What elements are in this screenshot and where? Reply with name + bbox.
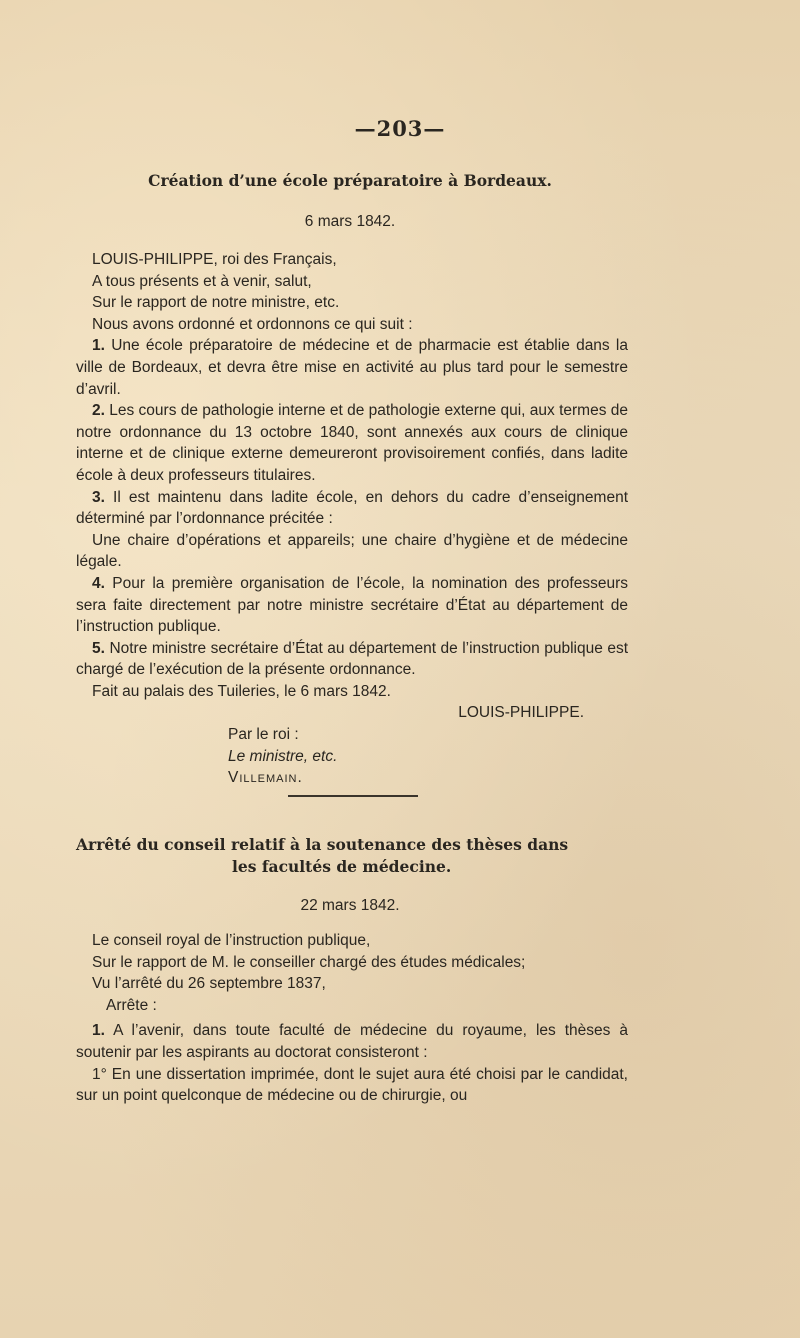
article-3 [76,487,628,530]
article-1 [76,335,628,400]
salutation-line: Nous avons ordonné et ordonnons ce qui suit : [92,315,413,333]
page-number: —203— [354,116,446,141]
section2-body [76,930,628,1107]
article-text: Les cours de pathologie interne et de pathologie externe qui, aux termes de notre ordonnance du 13 octobre 1840, sont annexés aux cours de clinique interne et de clinique externe demeureront provisoirement confiés, dans ladite école à deux professeurs titulaires. [76,402,628,484]
article-number: 1. [92,337,105,355]
section1-body [76,249,628,789]
article-number: 2. [92,402,105,420]
preamble-line: Sur le rapport de M. le conseiller chargé des études médicales; [92,953,526,971]
section2-title [76,834,628,877]
salutation-line: LOUIS-PHILIPPE, roi des Français, [92,251,337,268]
article-text: Une chaire d’opérations et appareils; une chaire d’hygiène et de médecine légale. [76,531,628,571]
article-1-item-1: 1° En une dissertation imprimée, dont le sujet aura été choisi par le candidat, sur un point quelconque de médecine ou de chirurgie, ou [76,1065,628,1105]
article-text: Pour la première organisation de l’école, la nomination des professeurs sera faite directement par notre ministre secrétaire d’État au département de l’instruction publique. [76,574,629,636]
article-text: Notre ministre secrétaire d’État au département de l’instruction publique est chargé de l’exécution de la présente ordonnance. [76,639,629,679]
article-1 [76,1020,628,1063]
article-text: A l’avenir, dans toute faculté de médecine du royaume, les thèses à soutenir par les aspirants au doctorat consisteront : [76,1022,629,1061]
article-number: 5. [92,639,105,657]
par-le-roi: Par le roi : [228,726,299,744]
preamble-line: Vu l’arrêté du 26 septembre 1837, [92,975,326,993]
salutation-line: A tous présents et à venir, salut, [92,272,312,290]
section1-title: Création d’une école préparatoire à Bordeaux. [148,171,552,190]
article-number: 3. [92,488,105,506]
article-5 [76,638,628,681]
article-number: 4. [92,574,105,592]
arrete-line: Arrête : [106,996,157,1014]
done-at-line: Fait au palais des Tuileries, le 6 mars 1842. [92,682,391,700]
section1-date: 6 mars 1842. [304,213,396,230]
section2-date: 22 mars 1842. [300,897,400,914]
section2-title-line1: Arrêté du conseil relatif à la soutenance des thèses dans [76,835,569,854]
article-text: Une école préparatoire de médecine et de pharmacie est établie dans la ville de Bordeaux, et devra être mise en activité au plus tard pour le semestre d’avril. [76,337,628,398]
article-3-detail [76,530,628,573]
king-signature: LOUIS-PHILIPPE. [458,704,584,722]
minister-line: Le ministre, etc. [228,747,338,765]
section-divider [288,795,418,797]
section2-title-line2: les facultés de médecine. [232,856,452,876]
article-4 [76,573,628,638]
salutation-line: Sur le rapport de notre ministre, etc. [92,294,340,312]
article-2 [76,400,628,486]
article-number: 1. [92,1022,105,1040]
minister-signature: Villemain. [228,769,303,787]
preamble-line: Le conseil royal de l’instruction publique, [92,932,371,949]
article-text: Il est maintenu dans ladite école, en dehors du cadre d’enseignement déterminé par l’ordonnance précitée : [76,488,628,528]
